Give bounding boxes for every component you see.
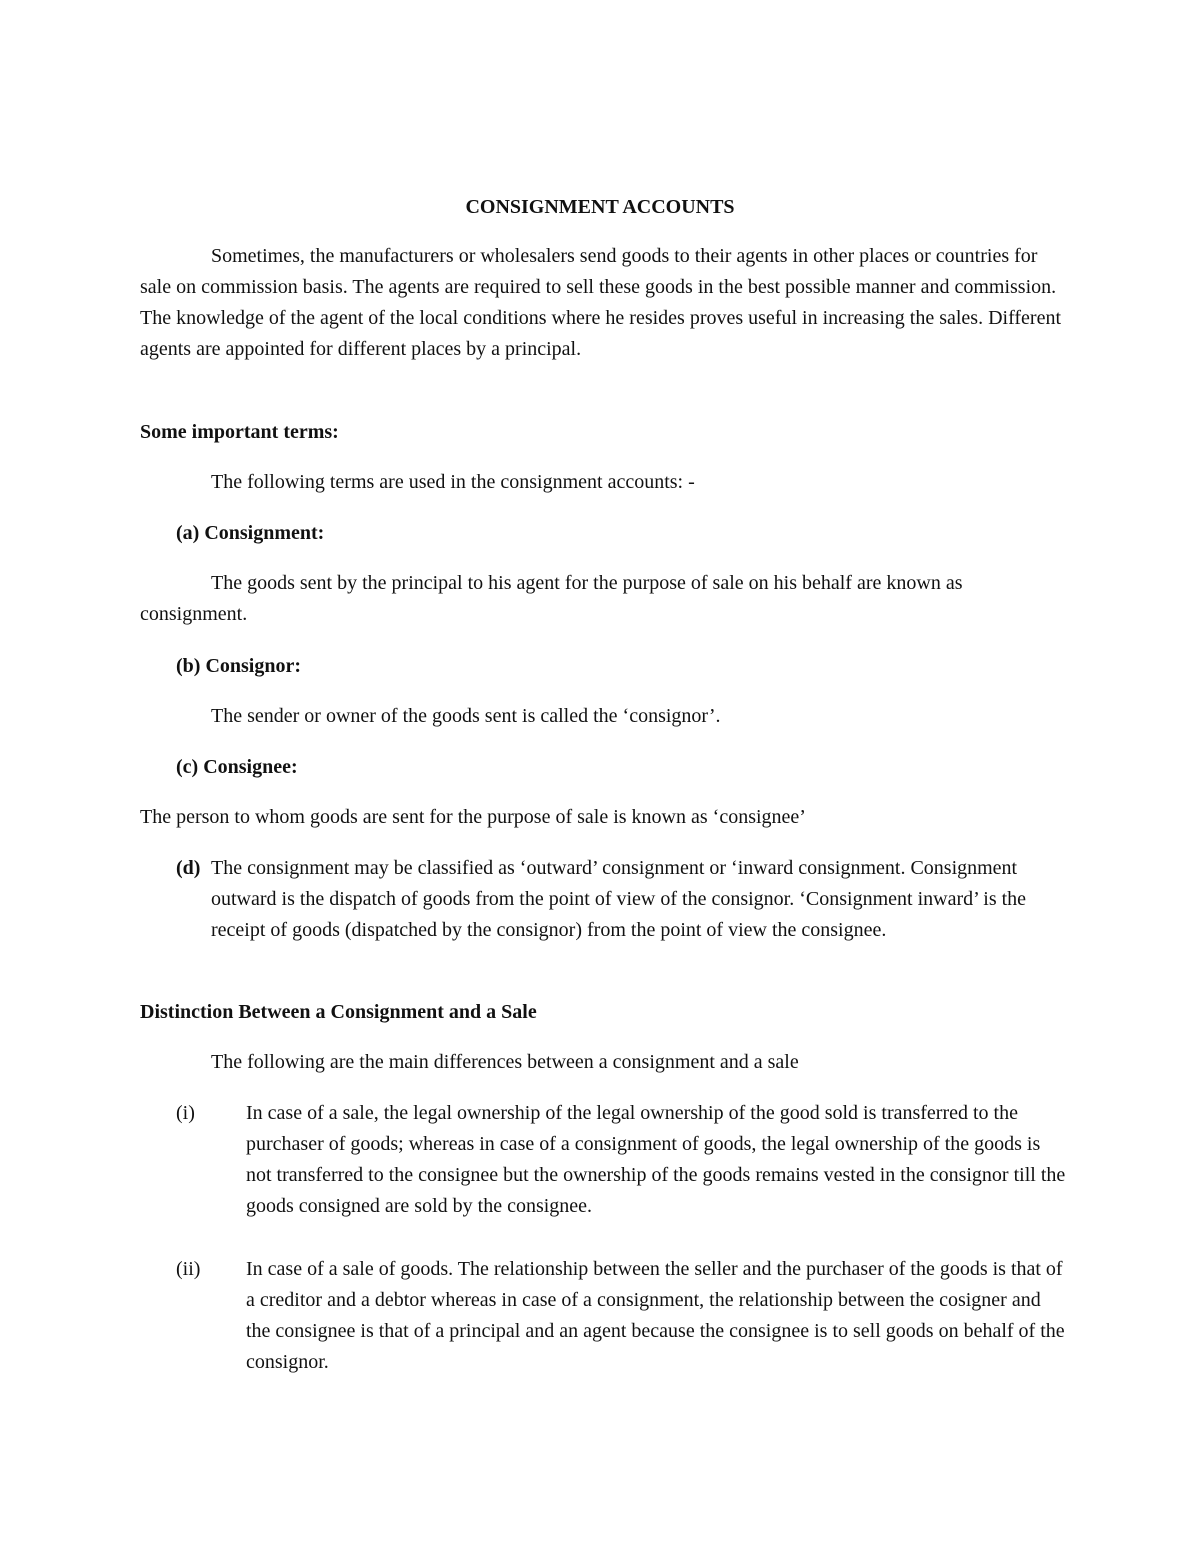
term-b-text: The sender or owner of the goods sent is called the ‘consignor’.: [211, 705, 721, 727]
terms-heading: Some important terms:: [140, 421, 339, 443]
difference-text: In case of a sale of goods. The relationship between the seller and the purchaser of the goods is that of a creditor and a debtor whereas in case of a consignment, the relationship between the cosigner and the consignee is that of a principal and an agent because the consignee is to sell goods on behalf of the consignor.: [246, 1258, 1065, 1373]
distinction-intro: The following are the main differences between a consignment and a sale: [211, 1051, 799, 1073]
term-c-heading: (c) Consignee:: [176, 756, 298, 778]
distinction-heading: Distinction Between a Consignment and a Sale: [140, 1001, 537, 1023]
difference-text: In case of a sale, the legal ownership of the legal ownership of the good sold is transferred to the purchaser of goods; whereas in case of a consignment of goods, the legal ownership of the goods is not transferred to the consignee but the ownership of the goods remains vested in the consignor till the goods consigned are sold by the consignee.: [246, 1102, 1066, 1217]
difference-marker: (i): [176, 1102, 195, 1124]
term-d-item: [176, 853, 1066, 946]
term-c-text: The person to whom goods are sent for the purpose of sale is known as ‘consignee’: [140, 806, 806, 828]
term-b-heading: (b) Consignor:: [176, 655, 302, 677]
term-d-text: The consignment may be classified as ‘outward’ consignment or ‘inward consignment. Consignment outward is the dispatch of goods from the point of view of the consignor. ‘Consignment inward’ is the receipt of goods (dispatched by the consignor) from the point of view the consignee.: [211, 857, 1027, 941]
difference-item-1: [176, 1098, 1066, 1222]
terms-intro: The following terms are used in the consignment accounts: -: [211, 471, 695, 493]
term-d-marker: (d): [176, 857, 201, 879]
term-a-text: The goods sent by the principal to his agent for the purpose of sale on his behalf are known as consignment.: [140, 572, 963, 625]
term-a-heading: (a) Consignment:: [176, 522, 325, 544]
difference-item-2: [176, 1254, 1066, 1378]
intro-paragraph: Sometimes, the manufacturers or wholesalers send goods to their agents in other places or countries for sale on commission basis. The agents are required to sell these goods in the best possible manner and commission. The knowledge of the agent of the local conditions where he resides proves useful in increasing the sales. Different agents are appointed for different places by a principal.: [140, 245, 1061, 360]
page-title: CONSIGNMENT ACCOUNTS: [465, 196, 735, 218]
difference-marker: (ii): [176, 1258, 201, 1280]
